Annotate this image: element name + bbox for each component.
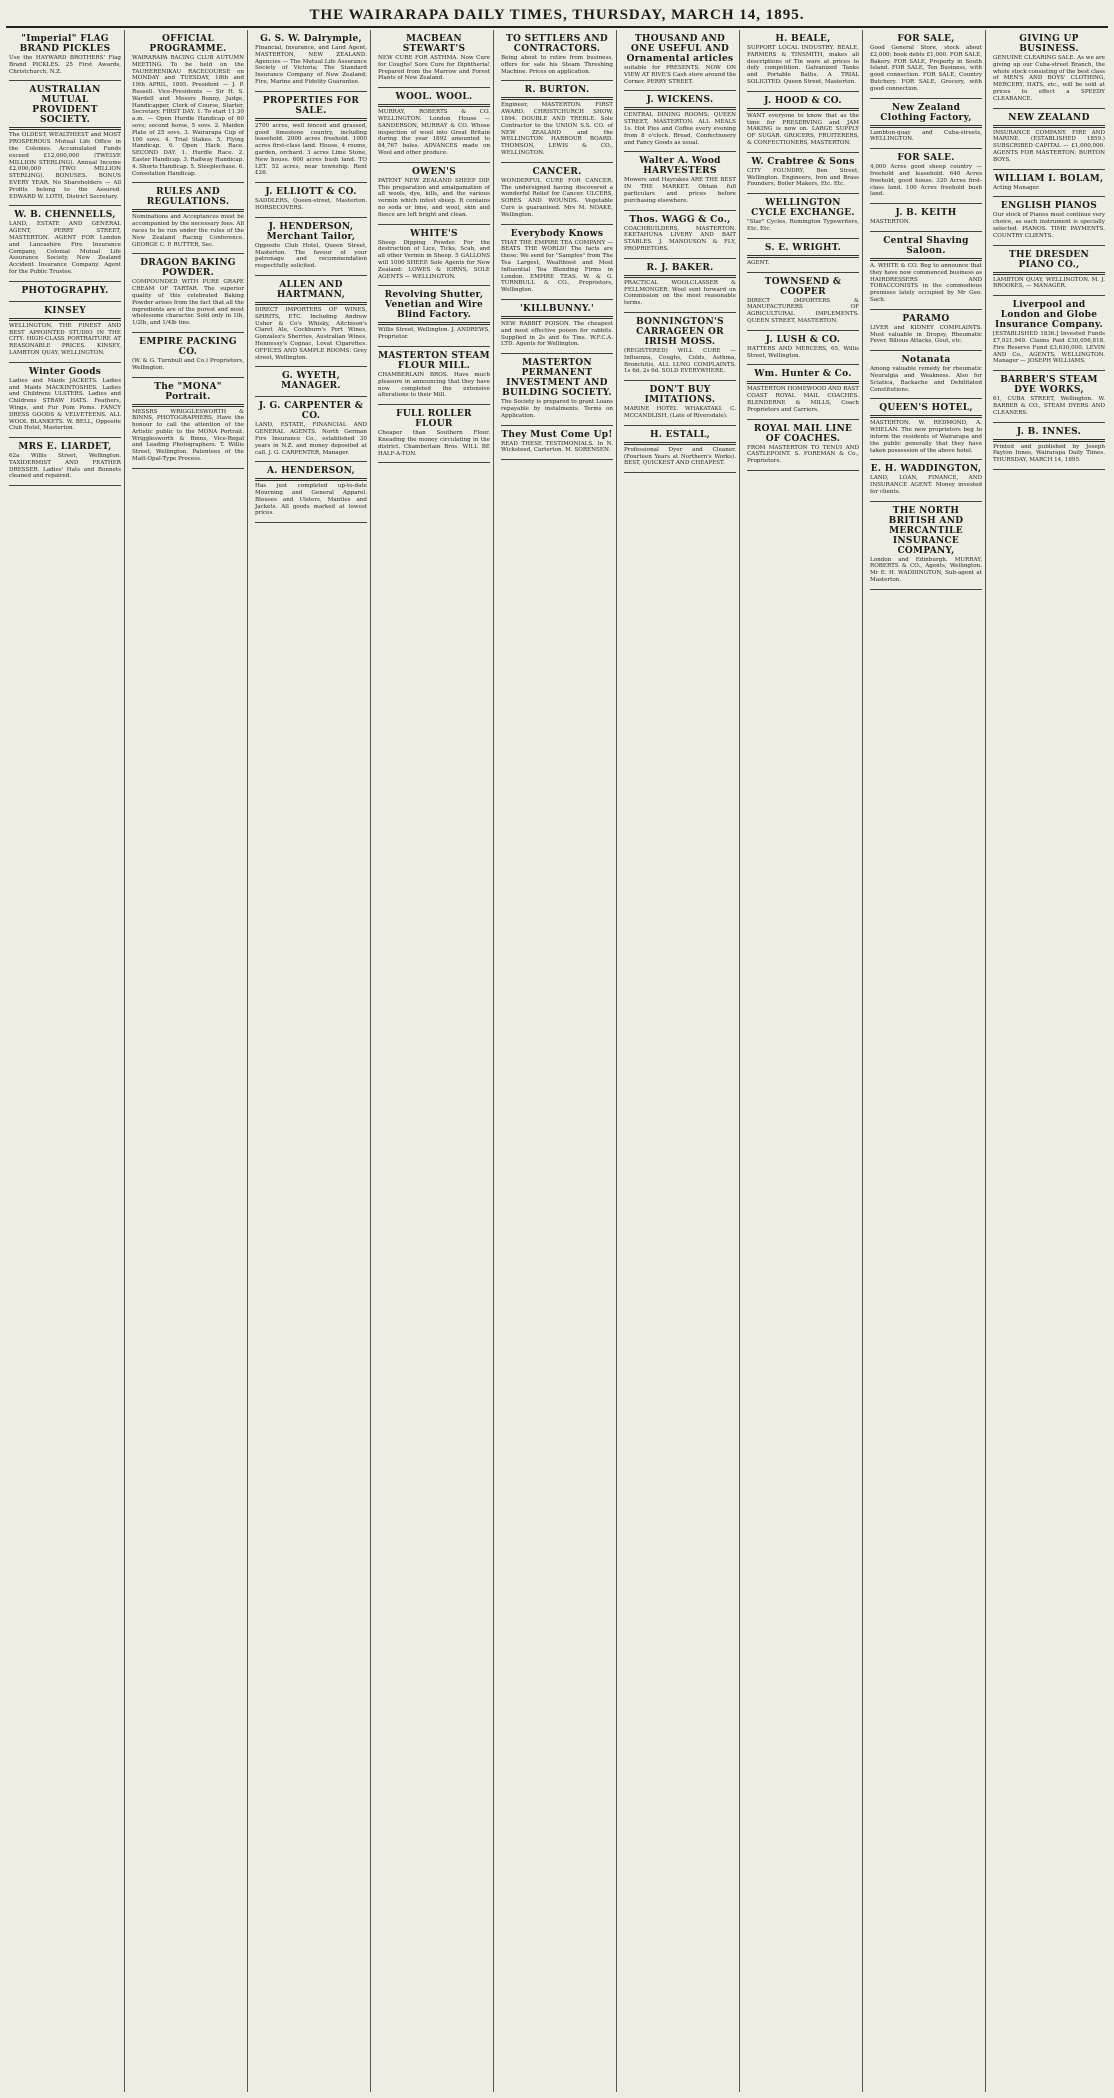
ad-heading: CANCER. xyxy=(532,166,582,177)
column-2 xyxy=(129,30,248,2092)
ad-body-text: Being about to retire from business, offers for sale his Steam Threshing Machine. Prices on application. xyxy=(501,55,613,75)
ad-body-text: MARINE HOTEL WHAKATAKI. C. MCCANDLISH, (Late of Riversdale). xyxy=(624,406,736,419)
ad-body-text: London and Edinburgh. MURRAY, ROBERTS & CO., Agents, Wellington. Mr E. H. WADDINGTON, Sub-agent at Masterton. xyxy=(870,556,982,584)
advertisement xyxy=(624,30,736,91)
advertisement xyxy=(624,152,736,210)
ad-heading: MACBEAN STEWART'S xyxy=(402,34,466,54)
advertisement xyxy=(624,91,736,152)
ad-heading: WOOL. WOOL. xyxy=(395,92,473,103)
ad-heading: A. HENDERSON, xyxy=(266,466,355,477)
ad-body-text: FROM MASTERTON TO TENUI AND CASTLEPOINT. S. FOREMAN & Co., Proprietors. xyxy=(747,444,859,465)
advertisement xyxy=(255,92,367,183)
ornament-rule xyxy=(9,127,121,130)
columns xyxy=(6,30,1108,2092)
ad-body-text: 62a Willis Street, Wellington. TAXIDERMIST AND FEATHER DRESSER. Ladies' Hats and Bonnets cleaned and repaired. xyxy=(9,453,121,480)
ad-heading: PHOTOGRAPHY. xyxy=(21,285,109,296)
ad-body-text: Mowers and Hayrakes ARE THE BEST IN THE MARKET. Obtain full particulars and prices before purchasing elsewhere. xyxy=(624,177,736,204)
ad-body-text: (W. & G. Turnbull and Co.) Proprietors, Wellington. xyxy=(132,357,244,371)
ad-body-text: AGENT. xyxy=(747,259,770,266)
ornament-rule xyxy=(501,97,613,100)
ad-body-text: SUPPORT LOCAL INDUSTRY. BEALE, FARMERS & TINSMITH, makes all descriptions of Tin ware at prices to defy competition. Galvanized Tanks and Portable Baths. A TRIAL SOLICITED. Queen Street, Masterton. xyxy=(747,45,859,85)
ad-heading: Wm. Hunter & Co. xyxy=(754,369,852,380)
ad-heading: J. B. KEITH xyxy=(895,208,957,219)
ornament-rule xyxy=(624,275,736,278)
ad-body-text: NEW CURE FOR ASTHMA. Now Cure for Coughs! Sore Cure for Diphtheria! Prepared from the Marrow and Forest Plants of New Zealand. xyxy=(378,55,490,82)
ad-body-text: Our stock of Pianos must continue very choice, as each instrument is specially selected. PIANOS. TIME PAYMENTS. COUNTRY CLIENTS. xyxy=(993,212,1105,239)
advertisement xyxy=(870,99,982,150)
ad-heading: H. BEALE, xyxy=(775,34,831,44)
ad-heading: FOR SALE, xyxy=(897,34,955,44)
ad-body-text: MASTERTON. xyxy=(870,219,911,226)
advertisement xyxy=(501,163,613,225)
advertisement xyxy=(9,363,121,438)
ad-body-text: PATENT NEW ZEALAND SHEEP DIP. This preparation and amalgamation of all wools, dye, kills, and the various vermin which infest sheep. It contains no soda or lime, and wool, skin and fleece are left bright and clean. xyxy=(378,177,490,218)
advertisement xyxy=(870,149,982,204)
ad-heading: FOR SALE. xyxy=(897,153,955,164)
ad-body-text: CHAMBERLAIN BROS. Have much pleasure in announcing that they have now completed the extensive alterations to their Mill. xyxy=(378,371,490,399)
ad-heading: R. J. BAKER. xyxy=(646,262,714,273)
ornament-rule xyxy=(501,316,613,319)
advertisement xyxy=(132,378,244,469)
advertisement xyxy=(501,30,613,81)
ornament-rule xyxy=(132,209,244,212)
advertisement xyxy=(378,88,490,163)
ad-heading: MASTERTON PERMANENT INVESTMENT AND BUILDING SOCIETY. xyxy=(502,358,612,399)
ad-body-text: NEW RABBIT POISON. The cheapest and most effective poison for rabbits. Supplied in 2s and 6s Tins. W.F.C.A. LTD. Agents for Wellington. xyxy=(501,320,613,348)
ad-heading: They Must Come Up! xyxy=(501,429,613,440)
ad-body-text: MESSRS WRIGGLESWORTH & BINNS, PHOTOGRAPHERS, Have the honour to call the attention of the Artistic public to the MONA Portrait. Wrigglesworth & Binns, Vice-Regal and Leading Photographers. T. Willis Street, Wellington. Patentees of the Matt-Opal-Type Process. xyxy=(132,408,244,463)
ad-body-text: READ THESE TESTIMONIALS. In N. Wicksteed, Carterton. M. SORENSEN. xyxy=(501,440,613,454)
ad-body-text: WANT everyone to know that as the time for PRESERVING and JAM MAKING is now on. LARGE SUPPLY OF SUGAR. GROCERS, FRUITERERS, & CONFECTIONERS, MASTERTON. xyxy=(747,112,859,146)
ad-body-text: GENUINE CLEARING SALE. As we are giving up our Cuba-street Branch, the whole stock consisting of the best class of MEN'S AND BOYS' CLOTHING, MERCERY, HATS, etc., will be sold at prices to effect a SPEEDY CLEARANCE. xyxy=(993,55,1105,102)
ad-heading: MASTERTON STEAM FLOUR MILL. xyxy=(378,350,490,371)
advertisement xyxy=(870,351,982,399)
advertisement xyxy=(9,438,121,486)
advertisement xyxy=(624,259,736,313)
advertisement xyxy=(747,239,859,273)
advertisement xyxy=(747,153,859,194)
advertisement xyxy=(747,273,859,331)
advertisement xyxy=(993,371,1105,422)
ad-heading: FULL ROLLER FLOUR xyxy=(396,409,472,430)
ad-heading: "Imperial" FLAG BRAND PICKLES xyxy=(19,34,111,54)
advertisement xyxy=(747,365,859,419)
ad-heading: Everybody Knows xyxy=(510,228,604,239)
advertisement xyxy=(870,460,982,501)
ornament-rule xyxy=(870,125,982,128)
ad-heading: BARBER'S STEAM DYE WORKS, xyxy=(1000,375,1098,396)
ad-heading: DON'T BUY IMITATIONS. xyxy=(644,385,716,406)
ad-heading: RULES AND REGULATIONS. xyxy=(146,187,230,208)
advertisement xyxy=(747,92,859,153)
column-8 xyxy=(867,30,986,2092)
advertisement xyxy=(870,204,982,232)
ad-heading: TOWNSEND & COOPER xyxy=(764,276,842,297)
advertisement xyxy=(378,286,490,347)
ad-heading: J. WICKENS. xyxy=(646,95,714,106)
column-1 xyxy=(6,30,125,2092)
ad-body-text: "Star" Cycles, Remington Typewriters, Etc. Etc. xyxy=(747,219,859,232)
advertisement xyxy=(993,423,1105,470)
ad-body-text: Willis Street, Wellington. J. ANDREWS, Proprietor. xyxy=(378,327,490,341)
ad-heading: S. E. WRIGHT. xyxy=(764,242,842,253)
ad-body-text: LAND, ESTATE AND GENERAL AGENT, PERRY STREET, MASTERTON. AGENT FOR London and Lancashire Fire Insurance Company, Colonial Mutual Life Assurance Society, New Zealand Accident Insurance Company. Agent for the Public Trustee. xyxy=(9,221,121,275)
advertisement xyxy=(255,462,367,523)
masthead xyxy=(6,4,1108,28)
ornament-rule xyxy=(747,108,859,111)
ad-body-text: DIRECT IMPORTERS & MANUFACTURERS OF AGRICULTURAL IMPLEMENTS. QUEEN STREET, MASTERTON. xyxy=(747,297,859,324)
page-title: THE WAIRARAPA DAILY TIMES, THURSDAY, MARCH 14, 1895. xyxy=(309,6,805,23)
ad-heading: R. BURTON. xyxy=(524,85,590,96)
ad-heading: PARAMO xyxy=(902,313,950,324)
ad-heading: Winter Goods xyxy=(28,366,102,377)
ad-heading: KINSEY xyxy=(44,305,86,316)
ad-body-text: LAND, LOAN, FINANCE, AND INSURANCE AGENT. Money invested for clients. xyxy=(870,475,982,495)
ad-heading: DRAGON BAKING POWDER. xyxy=(140,258,236,279)
ad-heading: THE NORTH BRITISH AND MERCANTILE INSURANCE COMPANY, xyxy=(888,505,964,556)
ad-heading: J. LUSH & CO. xyxy=(765,334,841,345)
advertisement xyxy=(132,333,244,378)
ad-heading: THE DRESDEN PIANO CO., xyxy=(1008,249,1090,270)
ad-heading: J. HOOD & CO. xyxy=(764,95,842,106)
column-7 xyxy=(744,30,863,2092)
ad-heading: The "MONA" Portrait. xyxy=(154,381,222,402)
advertisement xyxy=(132,183,244,254)
advertisement xyxy=(9,30,121,81)
advertisement xyxy=(747,194,859,239)
advertisement xyxy=(255,276,367,367)
advertisement xyxy=(132,30,244,183)
advertisement xyxy=(378,163,490,225)
ad-heading: MRS E. LIARDET, xyxy=(18,442,112,453)
advertisement xyxy=(993,30,1105,109)
ad-heading: Liverpool and London and Globe Insurance Company. xyxy=(995,300,1103,331)
advertisement xyxy=(255,183,367,218)
ad-body-text: 61, CUBA STREET, Wellington. W. BARBER & CO., STEAM DYERS AND CLEANERS. xyxy=(993,396,1105,416)
advertisement xyxy=(378,30,490,88)
ad-body-text: WAIRARAPA RACING CLUB AUTUMN MEETING. To be held on the TAUHERENIKAU RACECOURSE on MONDAY and TUESDAY, 18th and 19th APRIL, 1895. President — J. P. Russell. Vice-Presidents — Sir H. S. Wardell and Messrs Bunny, Judge, Handicapper, Clerk of Course, Starter, Secretary. FIRST DAY. 1. To start 11.30 a.m. — Open Hurdle Handicap of 60 sovs; second horse, 5 sovs. 2. Maiden Plate of 25 sovs. 3. Wairarapa Cup of 100 sovs. 4. Trial Stakes. 5. Flying Handicap. 6. Open Hack Race. SECOND DAY. 1. Hurdle Race. 2. Easter Handicap. 3. Railway Handicap. 4. Shorts Handicap. 5. Steeplechase. 6. Consolation Handicap. xyxy=(132,55,244,177)
ad-heading: WILLIAM I. BOLAM, xyxy=(994,173,1104,184)
ad-body-text: Printed and published by Joseph Payton Innes, Wairarapa Daily Times. THURSDAY, MARCH 14, 1895. xyxy=(993,443,1105,464)
ad-body-text: WELLINGTON. THE FINEST AND BEST APPOINTED STUDIO IN THE CITY. HIGH-CLASS PORTRAITURE AT REASONABLE PRICES. KINSEY, LAMBTON QUAY, WELLINGTON. xyxy=(9,322,121,356)
ad-body-text: THAT THE EMPIRE TEA COMPANY — BEATS THE WORLD! The facts are these: We send for "Samples" from The Tea Largest, Wealthiest and Most Influential Tea Blending Firms in London. EMPIRE TEAS. W. & G. TURNBULL & CO., Proprietors, Wellington. xyxy=(501,239,613,294)
advertisement xyxy=(624,381,736,426)
ornament-rule xyxy=(747,381,859,384)
ad-heading: J. B. INNES. xyxy=(1016,426,1082,437)
ad-heading: NEW ZEALAND xyxy=(1008,112,1090,123)
ad-heading: QUEEN'S HOTEL, xyxy=(879,403,973,414)
advertisement xyxy=(624,211,736,259)
ad-body-text: Has just completed up-to-date Mourning and General Apparel. Blouses and Ulsters, Mantles and Jackets. All goods marked at lowest prices. xyxy=(255,483,367,517)
ad-body-text: PRACTICAL WOOLCLASSER & FELLMONGER. Wool sent forward on Commission on the most reasonable terms. xyxy=(624,279,736,307)
ad-heading: GIVING UP BUSINESS. xyxy=(1019,34,1079,54)
ad-body-text: Acting Manager. xyxy=(993,184,1040,191)
ornament-rule xyxy=(870,258,982,261)
ad-body-text: COACHBUILDERS, MASTERTON. EKETAHUNA LIVERY AND BAIT STABLES. J. MANOUSON & FLY, PROPRIETORS. xyxy=(624,225,736,252)
advertisement xyxy=(501,81,613,162)
advertisement xyxy=(624,426,736,473)
ad-body-text: MASTERTON HOMEWOOD AND RAST COAST ROYAL MAIL COACHES. BLENDERNE & MILLS, Coach Proprietors and Carriers. xyxy=(747,386,859,413)
advertisement xyxy=(870,399,982,460)
advertisement xyxy=(624,313,736,381)
ad-heading: Thos. WAGG & Co., xyxy=(629,214,731,225)
ad-body-text: A. WHITE & CO. Beg to announce that they have now commenced business as HAIRDRESSERS AND TOBACCONISTS in the commodious premises lately occupied by Mr Geo. Sach. xyxy=(870,262,982,303)
ornament-rule xyxy=(255,478,367,481)
ornament-rule xyxy=(255,302,367,305)
ad-body-text: MURRAY, ROBERTS & CO. WELLINGTON. London House — SANDERSON, MURRAY & CO. Whose inspection of wool into Great Britain during the year 1892 amounted to 84,767 bales. ADVANCES made on Wool and other produce. xyxy=(378,109,490,156)
ad-heading: WHITE'S xyxy=(410,228,458,239)
ad-body-text: Financial, Insurance, and Land Agent, MASTERTON, NEW ZEALAND. Agencies — The Mutual Life Assurance Society of Victoria; The Standard Insurance Company of New Zealand; Fire, Marine and Fidelity Guarantee. xyxy=(255,45,367,85)
ornament-rule xyxy=(132,404,244,407)
ad-heading: BONNINGTON'S CARRAGEEN OR IRISH MOSS. xyxy=(636,316,724,347)
ad-body-text: The Society is prepared to grant Loans repayable by instalments. Terms on Application. xyxy=(501,399,613,419)
ad-body-text: Cheaper than Southern Flour. Kneading the money circulating in the district. Chamberlain Bros. WILL BE HALF-A-TON. xyxy=(378,430,490,457)
ad-heading: AUSTRALIAN MUTUAL PROVIDENT SOCIETY. xyxy=(29,85,101,126)
advertisement xyxy=(993,170,1105,198)
ornament-rule xyxy=(993,125,1105,128)
ornament-rule xyxy=(255,118,367,121)
ad-heading: W. Crabtree & Sons xyxy=(751,156,855,167)
ad-body-text: SADDLERS, Queen-street, Masterton. HORSECOVERS. xyxy=(255,198,367,211)
ad-body-text: Professional Dyer and Cleaner. (Fourteen Years at Northern's Works). BEST, QUICKEST AND CHEAPEST. xyxy=(624,446,736,467)
ad-body-text: (REGISTERED) WILL CURE — Influenza, Coughs, Colds, Asthma, Bronchitis, ALL LUNG COMPLAINTS. 1s 6d, 2s 6d. SOLD EVERYWHERE. xyxy=(624,347,736,375)
ad-body-text: WONDERFUL CURE FOR CANCER. The undersigned having discovered a wonderful Relief for Cancer. ULCERS, SORES AND WOUNDS. Vegetable Cure is guaranteed. Mrs M. NOAKE, Wellington. xyxy=(501,177,613,218)
column-5 xyxy=(498,30,617,2092)
advertisement xyxy=(993,246,1105,297)
ad-body-text: 2700 acres, well fenced and grassed, good limestone country, including leasehold. 2000 acres freehold. 1000 acres first-class land. House, 4 rooms, garden, orchard. 3 acres Lime Stone, New house. 600 acres bush land. TO LET. 52 acres, near township. Rent £26. xyxy=(255,122,367,177)
advertisement xyxy=(378,347,490,405)
ad-heading: W. B. CHENNELLS, xyxy=(14,210,116,221)
ad-heading: Walter A. Wood HARVESTERS xyxy=(639,156,721,177)
ad-body-text: Sheep Dipping Powder. For the destruction of Lice, Ticks, Scab, and all other Vermin in Sheep. 5 GALLONS will 1000 SHEEP. Sole Agents for New Zealand: LOWES & IORNS, SOLE AGENTS — WELLINGTON. xyxy=(378,239,490,280)
ad-body-text: Engineer, MASTERTON. FIRST AWARD. CHRISTCHURCH SHOW, 1894. DOUBLE AND TREBLE. Sole Contractor to the UNION S.S. CO. of NEW ZEALAND and the WELLINGTON HARBOUR BOARD. THOMSON, LEWIS & CO., WELLINGTON. xyxy=(501,102,613,156)
ad-body-text: Good General Store, stock about £2,000; book debts £1,000. FOR SALE, Bakery. FOR SALE, Property in South Island. FOR SALE, Ten Business, with good connection. FOR SALE, Country Butchery. FOR SALE, Grocery, with good connection. xyxy=(870,45,982,92)
ad-body-text: DIRECT IMPORTERS OF WINES, SPIRITS, ETC. Including Andrew Usher & Co's Whisky, Aitchison's Claret Ale, Cockburn's Port Wines, Gonzalez's Sherries, Australian Wines, Hennessy's Cognac, Lovat Cigarettes. OFFICES AND SAMPLE ROOMS: Grey street, Wellington. xyxy=(255,306,367,361)
ad-heading: 'KILLBUNNY.' xyxy=(519,303,595,314)
ad-heading: Notanata xyxy=(901,355,951,366)
advertisement xyxy=(255,30,367,92)
ad-body-text: LAMBTON QUAY, WELLINGTON. M. J. BROOKES, — MANAGER. xyxy=(993,276,1105,290)
ad-heading: ALLEN AND HARTMANN, xyxy=(276,279,346,300)
ad-heading: OFFICIAL PROGRAMME. xyxy=(149,34,227,54)
advertisement xyxy=(870,310,982,351)
advertisement xyxy=(9,282,121,302)
ad-body-text: Opposite Club Hotel, Queen Street, Masterton. The favour of your patronage and recommendation respectfully solicited. xyxy=(255,242,367,270)
advertisement xyxy=(747,30,859,92)
ad-heading: TO SETTLERS AND CONTRACTORS. xyxy=(506,34,608,54)
ornament-rule xyxy=(624,107,736,110)
ornament-rule xyxy=(993,272,1105,275)
advertisement xyxy=(9,81,121,206)
ad-body-text: INSURANCE COMPANY. FIRE AND MARINE. (ESTABLISHED 1859.) SUBSCRIBED CAPITAL — £1,000,000. AGENTS FOR MASTERTON: BURTON BOYS. xyxy=(993,129,1105,163)
ad-heading: WELLINGTON CYCLE EXCHANGE. xyxy=(751,198,855,219)
ad-body-text: Lambton-quay and Cuba-streets, WELLINGTON. xyxy=(870,129,982,143)
advertisement xyxy=(255,367,367,397)
ad-heading: THOUSAND AND ONE USEFUL AND Ornamental articles xyxy=(626,34,734,64)
ad-heading: New Zealand Clothing Factory, xyxy=(880,102,972,123)
advertisement xyxy=(501,225,613,300)
column-9 xyxy=(990,30,1108,2092)
ad-heading: OWEN'S xyxy=(411,166,457,177)
ad-heading: ROYAL MAIL LINE OF COACHES. xyxy=(753,423,853,444)
advertisement xyxy=(378,225,490,287)
ad-body-text: CITY FOUNDRY, Ben Street, Wellington. Engineers, Iron and Brass Founders, Boiler Makers, Etc. Etc. xyxy=(747,167,859,188)
ad-heading: G. WYETH, MANAGER. xyxy=(281,371,341,392)
ad-heading: PROPERTIES FOR SALE. xyxy=(262,95,360,116)
advertisement xyxy=(747,331,859,366)
ad-heading: J. ELLIOTT & CO. xyxy=(265,187,357,198)
advertisement xyxy=(9,206,121,281)
ad-body-text: suitable for PRESENTS, NOW ON VIEW AT RIVE'S Cash store around the Corner, PERRY STREET. xyxy=(624,65,737,85)
ad-body-text: LAND, ESTATE, FINANCIAL AND GENERAL AGENTS. North German Fire Insurance Co., established 30 years in N.Z. and money deposited at call. J. G. CARPENTER, Manager. xyxy=(255,422,367,456)
advertisement xyxy=(501,300,613,354)
ad-heading: ENGLISH PIANOS xyxy=(1000,201,1098,212)
column-6 xyxy=(621,30,740,2092)
ad-heading: H. ESTALL, xyxy=(649,429,711,440)
ad-heading: E. H. WADDINGTON, xyxy=(870,464,982,475)
advertisement xyxy=(255,218,367,276)
advertisement xyxy=(870,502,982,590)
column-4 xyxy=(375,30,494,2092)
ornament-rule xyxy=(9,318,121,321)
advertisement xyxy=(501,426,613,461)
ad-heading: J. G. CARPENTER & CO. xyxy=(258,401,364,422)
ad-heading: Revolving Shutter, Venetian and Wire Blind Factory. xyxy=(384,290,484,321)
ad-body-text: CENTRAL DINING ROOMS; QUEEN STREET, MASTERTON. ALL MEALS 1s. Hot Pies and Coffee every evening from 8 o'clock. Bread, Confectionery and Fancy Goods as usual. xyxy=(624,112,736,146)
ornament-rule xyxy=(378,104,490,107)
ad-heading: Central Shaving Saloon. xyxy=(883,235,969,256)
column-3 xyxy=(252,30,371,2092)
advertisement xyxy=(747,420,859,471)
ornament-rule xyxy=(747,255,859,258)
advertisement xyxy=(870,232,982,310)
advertisement xyxy=(255,397,367,462)
ad-heading: J. HENDERSON, Merchant Tailor, xyxy=(266,221,356,242)
ad-body-text: Use the HAYWARD BROTHERS' Flag Brand PICKLES. 25 First Awards, Christchurch, N.Z. xyxy=(9,55,121,75)
ornament-rule xyxy=(993,439,1105,442)
ad-body-text: Among valuable remedy for rheumatic Neuralgia and Weakness. Also for Sciatica, Backache and Debilitated Constitutions. xyxy=(870,366,982,393)
advertisement xyxy=(9,302,121,363)
advertisement xyxy=(870,30,982,99)
ad-heading: EMPIRE PACKING CO. xyxy=(139,336,237,357)
ad-body-text: HATTERS AND MERCERS, 65, Willis Street, Wellington. xyxy=(747,345,859,359)
ad-body-text: [ESTABLISHED 1836.] Invested Funds £7,921,949. Claims Paid £30,056,818. Fire Reserve Fund £3,630,000. LEVIN AND Co., AGENTS, WELLINGTON. Manager — JOSEPH WILLIAMS. xyxy=(993,331,1105,365)
ornament-rule xyxy=(870,415,982,418)
ornament-rule xyxy=(378,322,490,325)
advertisement xyxy=(132,254,244,333)
advertisement xyxy=(993,197,1105,245)
ad-body-text: 4,000 Acres good sheep country — freehold and leasehold. 640 Acres freehold, good house. 320 Acres first-class land. 100 Acres freehold bush land. xyxy=(870,164,982,198)
ad-body-text: COMPOUNDED WITH PURE GRAPE CREAM OF TARTAR. The superior quality of this celebrated Baking Powder arises from the fact that all the ingredients are of the purest and most wholesome character. Sold only in 1lb, 1/2lb, and 1/4lb tins. xyxy=(132,279,244,327)
advertisement xyxy=(378,405,490,463)
ad-body-text: The OLDEST, WEALTHIEST and MOST PROSPEROUS Mutual Life Office in the Colonies. Accumulated Funds exceed £12,000,000 (TWELVE MILLION STERLING). Annual Income £2,000,000 (TWO MILLION STERLING). BONUSES. BONUS EVERY YEAR. No Shareholders — All Profits belong to the Assured. EDWARD W. LOTH, District Secretary. xyxy=(9,132,121,200)
ad-body-text: MASTERTON. W. REDMOND, A. WHELAN. The new proprietors beg to inform the residents of Wairarapa and the public generally that they have taken possession of the above hotel. xyxy=(870,420,982,454)
ad-body-text: Ladies and Maids JACKETS. Ladies and Maids MACKINTOSHES. Ladies and Childrens ULSTERS. Ladies and Childrens STRAW HATS. Feathers, Wings, and Fur Pom Poms. FANCY DRESS GOODS & VELVETEENS. ALL WOOL BLANKETS. W. BELL, Opposite Club Hotel, Masterton. xyxy=(9,377,121,432)
ad-body-text: LIVER and KIDNEY COMPLAINTS. Most valuable in Dropsy, Rheumatic Fever, Bilious Attacks, Gout, etc. xyxy=(870,324,982,345)
ad-body-text: Nominations and Acceptances must be accompanied by the necessary fees. All races to be run under the rules of the New Zealand Racing Conference. GEORGE C. P. RUTTER, Sec. xyxy=(132,214,244,248)
ornament-rule xyxy=(624,442,736,445)
advertisement xyxy=(501,354,613,425)
ad-heading: G. S. W. Dalrymple, xyxy=(260,34,362,44)
advertisement xyxy=(993,109,1105,170)
advertisement xyxy=(993,296,1105,371)
